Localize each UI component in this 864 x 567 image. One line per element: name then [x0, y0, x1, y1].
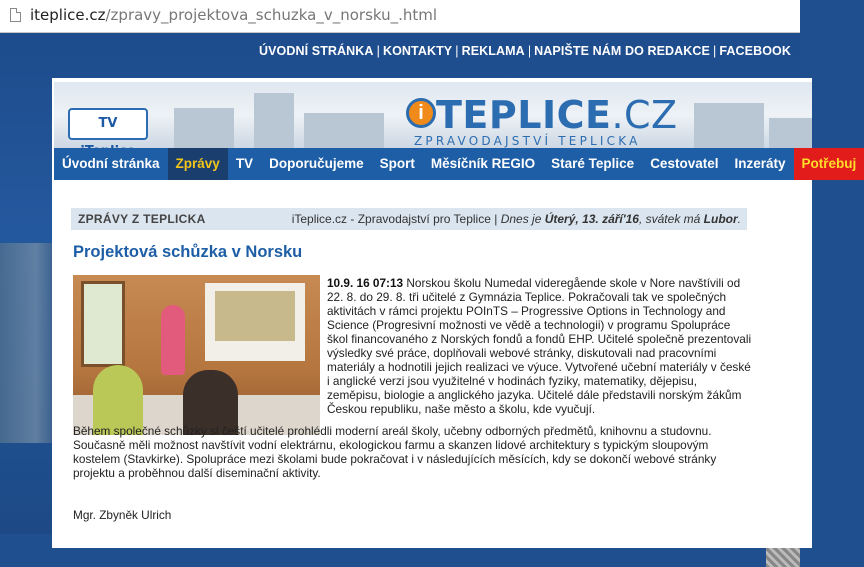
- nav-item-sport[interactable]: Sport: [372, 148, 423, 180]
- site-info-text: iTeplice.cz - Zpravodajství pro Teplice |: [292, 212, 501, 226]
- photo-slide: [215, 291, 295, 341]
- date-prefix: Dnes je: [501, 212, 545, 226]
- nav-item-home[interactable]: Úvodní stránka: [54, 148, 168, 180]
- nav-item-need[interactable]: Potřebuj: [794, 148, 864, 180]
- building-silhouette: [304, 113, 384, 148]
- nav-item-tv[interactable]: TV: [228, 148, 261, 180]
- building-silhouette: [174, 108, 234, 148]
- logo-i-icon: i: [406, 98, 436, 128]
- logo-tagline: ZPRAVODAJSTVÍ TEPLICKA: [414, 134, 641, 148]
- top-links: [259, 44, 791, 58]
- building-silhouette: [254, 93, 294, 148]
- article-photo[interactable]: [73, 275, 320, 435]
- nav-item-news[interactable]: Zprávy: [168, 148, 228, 180]
- building-silhouette: [769, 118, 812, 148]
- logo-name: TEPLICE: [436, 93, 611, 137]
- article-datetime: 10.9. 16 07:13: [327, 276, 403, 290]
- nav-item-regio[interactable]: Měsíčník REGIO: [423, 148, 543, 180]
- url-host: iteplice.cz: [30, 6, 106, 24]
- main-nav: [54, 148, 812, 180]
- logo-tld: .CZ: [611, 93, 677, 137]
- building-silhouette: [694, 103, 764, 148]
- section-bar: [71, 208, 747, 230]
- article-paragraph-1: [327, 276, 753, 416]
- nav-item-traveller[interactable]: Cestovatel: [642, 148, 726, 180]
- info-end: .: [738, 212, 741, 226]
- top-link-ads[interactable]: REKLAMA: [462, 44, 525, 58]
- site-header: [54, 82, 812, 148]
- article-title: Projektová schůzka v Norsku: [73, 243, 302, 262]
- top-link-write-us[interactable]: NAPIŠTE NÁM DO REDAKCE: [534, 44, 710, 58]
- site-info: [292, 208, 741, 230]
- top-link-facebook[interactable]: FACEBOOK: [719, 44, 791, 58]
- top-link-contacts[interactable]: KONTAKTY: [383, 44, 452, 58]
- page-icon: [10, 8, 21, 22]
- article-paragraph-2: Během společné schůzky si čeští učitelé prohlédli moderní areál školy, učebny odborných předmětů, knihovnu a studovnu. Současně měli možnost navštívit vodní elektrárnu, ekologickou farmu a skanzen lidové architektury s typickým sloupovým kostelem (Stavkirke). Spolupráce mezi školami bude pokračovat i v následujících měsících, kdy se dokončí webové stránky projektu a proběhnou další diseminační aktivity.: [73, 424, 753, 480]
- browser-address-bar[interactable]: [0, 0, 800, 33]
- url-path: /zpravy_projektova_schuzka_v_norsku_.html: [106, 6, 438, 24]
- current-date: Úterý, 13. září'16: [545, 212, 639, 226]
- top-link-home[interactable]: ÚVODNÍ STRÁNKA: [259, 44, 374, 58]
- site-container: [52, 78, 812, 548]
- separator: |: [713, 44, 716, 58]
- separator: |: [377, 44, 380, 58]
- logo-text: [436, 93, 678, 137]
- tv-iteplice-logo[interactable]: TV: [68, 108, 148, 140]
- nav-item-old-teplice[interactable]: Staré Teplice: [543, 148, 642, 180]
- nav-item-ads[interactable]: Inzeráty: [726, 148, 793, 180]
- background-photo: [0, 243, 60, 443]
- article-author: Mgr. Zbyněk Ulrich: [73, 508, 171, 522]
- nameday: Lubor: [704, 212, 738, 226]
- separator: |: [455, 44, 458, 58]
- section-label: ZPRÁVY Z TEPLICKA: [78, 208, 206, 230]
- photo-window: [81, 281, 125, 367]
- url-text[interactable]: [30, 6, 437, 24]
- photo-person: [161, 305, 185, 375]
- paragraph-1-text: Norskou školu Numedal videregående skole v Nore navštívili od 22. 8. do 29. 8. tři učitelé z Gymnázia Teplice. Pokračovali tak ve společných aktivitách v rámci projektu POInTS – Progressive Options in Technology and Science (Progresivní možnosti ve vědě a technologii) v programu Spolupráce škol financovaného z Norských fondů a fondů EHP. Učitelé společně prezentovali výsledky své práce, doplňovali webové stránky, diskutovali nad pracovními materiály a hodnotili jejich realizaci ve výuce. Vytvořené učební materiály v české i anglické verzi jsou využitelné v hodinách fyziky, matematiky, dějepisu, zeměpisu, biologie a anglického jazyka. Učitelé dále představili norským žákům Českou republiku, naše město a školu, kde vyučují.: [327, 276, 751, 416]
- nav-item-recommend[interactable]: Doporučujeme: [261, 148, 372, 180]
- separator: |: [528, 44, 531, 58]
- nameday-prefix: , svátek má: [639, 212, 704, 226]
